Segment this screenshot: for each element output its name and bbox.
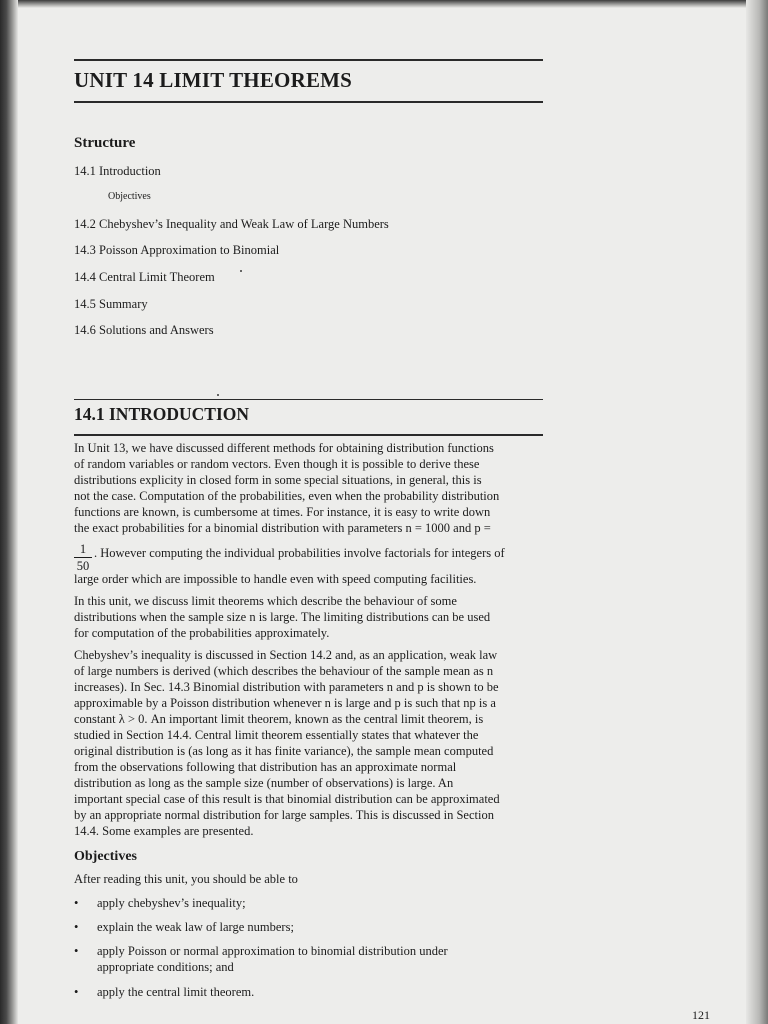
- intro-para1-line: . However computing the individual probabilities involve factorials for integers of: [94, 546, 505, 560]
- section-bottom-rule: [74, 434, 543, 436]
- section-heading-introduction: 14.1 INTRODUCTION: [74, 404, 250, 424]
- bullet-icon: •: [74, 920, 79, 934]
- intro-para3-line: approximable by a Poisson distribution whenever n is large and p is such that np is a: [74, 696, 496, 710]
- intro-para1-line: In Unit 13, we have discussed different methods for obtaining distribution functions: [74, 441, 494, 455]
- intro-para1-line: functions are known, is cumbersome at times. For instance, it is easy to write down: [74, 505, 491, 519]
- intro-para1-line: the exact probabilities for a binomial distribution with parameters n = 1000 and p =: [74, 521, 491, 535]
- page-number: 121: [692, 1008, 710, 1022]
- toc-item-14-5: 14.5 Summary: [74, 297, 148, 311]
- intro-para2-line: In this unit, we discuss limit theorems which describe the behaviour of some: [74, 594, 457, 608]
- fraction-one-fiftieth: [74, 542, 92, 573]
- scan-speck: [240, 270, 242, 272]
- section-top-rule: [74, 399, 543, 400]
- toc-item-14-2: 14.2 Chebyshev’s Inequality and Weak Law of Large Numbers: [74, 217, 389, 231]
- scan-right-edge: [746, 0, 768, 1024]
- bullet-icon: •: [74, 896, 79, 910]
- title-top-rule: [74, 59, 543, 61]
- objective-item-continuation: appropriate conditions; and: [97, 960, 234, 974]
- bullet-icon: •: [74, 944, 79, 958]
- intro-para2-line: for computation of the probabilities approximately.: [74, 626, 330, 640]
- intro-para3-line: original distribution is (as long as it has finite variance), the sample mean computed: [74, 744, 494, 758]
- intro-para3-line: important special case of this result is that binomial distribution can be approximated: [74, 792, 500, 806]
- objective-item: explain the weak law of large numbers;: [97, 920, 294, 934]
- intro-para3-line: constant λ > 0. An important limit theorem, known as the central limit theorem, is: [74, 712, 484, 726]
- intro-para3-line: increases). In Sec. 14.3 Binomial distribution with parameters n and p is shown to be: [74, 680, 499, 694]
- unit-title: UNIT 14 LIMIT THEOREMS: [74, 68, 353, 92]
- structure-heading: Structure: [74, 135, 136, 151]
- fraction-numerator: 1: [79, 542, 87, 556]
- toc-subitem-objectives: Objectives: [108, 191, 151, 202]
- intro-para2-line: distributions when the sample size n is large. The limiting distributions can be used: [74, 610, 491, 624]
- objectives-intro: After reading this unit, you should be able to: [74, 872, 298, 886]
- fraction-denominator: 50: [76, 559, 90, 573]
- intro-para3-line: studied in Section 14.4. Central limit theorem essentially states that whatever the: [74, 728, 479, 742]
- objectives-heading: Objectives: [74, 849, 137, 864]
- intro-para3-line: distribution as long as the sample size (number of observations) is large. An: [74, 776, 454, 790]
- scan-speck: [217, 394, 219, 396]
- intro-para3-line: by an appropriate normal distribution for large samples. This is discussed in Section: [74, 808, 494, 822]
- intro-para3-line: of large numbers is derived (which describes the behaviour of the sample mean as n: [74, 664, 494, 678]
- intro-para3-line: from the observations following that distribution has an approximate normal: [74, 760, 457, 774]
- bullet-icon: •: [74, 985, 79, 999]
- intro-para1-line: distributions explicity in closed form in some special situations, in general, this is: [74, 473, 482, 487]
- intro-para1-line: of random variables or random vectors. Even though it is possible to derive these: [74, 457, 480, 471]
- intro-para1-line: large order which are impossible to handle even with speed computing facilities.: [74, 572, 477, 586]
- scan-top-edge: [0, 0, 768, 8]
- objective-item: apply the central limit theorem.: [97, 985, 255, 999]
- objective-item: apply chebyshev’s inequality;: [97, 896, 246, 910]
- toc-item-14-3: 14.3 Poisson Approximation to Binomial: [74, 243, 280, 257]
- fraction-bar: [74, 557, 92, 558]
- toc-item-14-1: 14.1 Introduction: [74, 164, 161, 178]
- intro-para3-line: 14.4. Some examples are presented.: [74, 824, 254, 838]
- objective-item: apply Poisson or normal approximation to binomial distribution under: [97, 944, 448, 958]
- toc-item-14-4: 14.4 Central Limit Theorem: [74, 270, 215, 284]
- title-bottom-rule: [74, 101, 543, 103]
- intro-para1-line: not the case. Computation of the probabilities, even when the probability distribution: [74, 489, 500, 503]
- toc-item-14-6: 14.6 Solutions and Answers: [74, 323, 214, 337]
- scan-binding-edge: [0, 0, 18, 1024]
- intro-para3-line: Chebyshev’s inequality is discussed in Section 14.2 and, as an application, weak law: [74, 648, 498, 662]
